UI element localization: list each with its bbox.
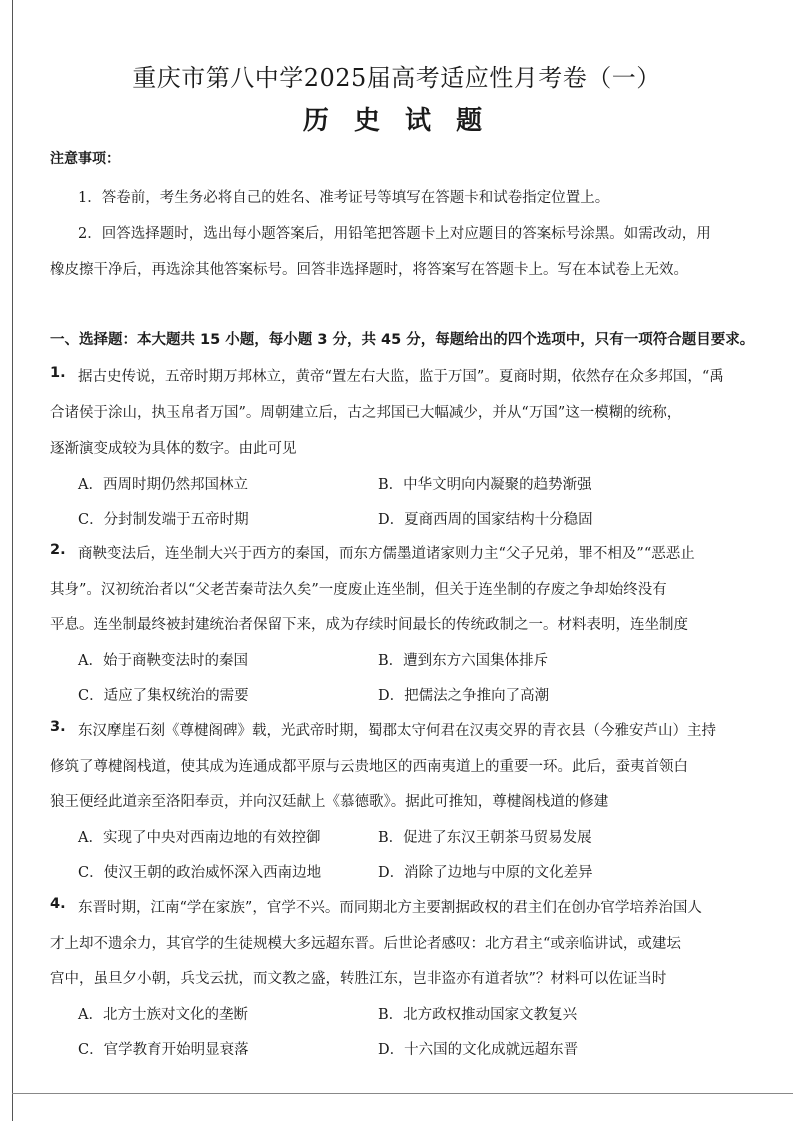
notice-line: 1．答卷前，考生务必将自己的姓名、准考证号等填写在答题卡和试卷指定位置上。 — [78, 190, 610, 206]
question-text-line: 才上却不遗余力，其官学的生徒规模大多远超东晋。后世论者感叹：北方君主“或亲临讲试，或建坛 — [50, 936, 681, 952]
notice-heading: 注意事项： — [50, 151, 120, 167]
question-number: 2. — [50, 542, 66, 558]
option-d: D．夏商西周的国家结构十分稳固 — [378, 512, 593, 528]
option-d: D．十六国的文化成就远超东晋 — [378, 1042, 579, 1058]
question-text-line: 东晋时期，江南“学在家族”，官学不兴。而同期北方主要割据政权的君主们在创办官学培养治国人 — [78, 900, 702, 916]
question-number: 4. — [50, 896, 66, 912]
question-text-line: 商鞅变法后，连坐制大兴于西方的秦国，而东方儒墨道诸家则力主“父子兄弟，罪不相及”“恶恶止 — [78, 546, 695, 562]
option-a: A．北方士族对文化的垄断 — [78, 1007, 248, 1023]
option-c: C．使汉王朝的政治威怀深入西南边地 — [78, 865, 322, 881]
option-d: D．消除了边地与中原的文化差异 — [378, 865, 593, 881]
option-c: C．官学教育开始明显衰落 — [78, 1042, 249, 1058]
option-b: B．中华文明向内凝聚的趋势渐强 — [378, 477, 592, 493]
question-text-line: 据古史传说，五帝时期万邦林立，黄帝“置左右大监，监于万国”。夏商时期，依然存在众多邦国，“禹 — [78, 369, 724, 385]
option-a: A．始于商鞅变法时的秦国 — [78, 653, 248, 669]
option-b: B．遭到东方六国集体排斥 — [378, 653, 549, 669]
question-text-line: 宫中，虽旦夕小朝，兵戈云扰，而文教之盛，转胜江东，岂非盗亦有道者欤”？材料可以佐证当时 — [50, 971, 667, 987]
question-text-line: 逐渐演变成较为具体的数字。由此可见 — [50, 441, 297, 457]
question-text-line: 东汉摩崖石刻《尊楗阁碑》载，光武帝时期，蜀郡太守何君在汉夷交界的青衣县（今雅安芦山）主持 — [78, 723, 716, 739]
option-a: A．西周时期仍然邦国林立 — [78, 477, 248, 493]
notice-line: 2．回答选择题时，选出每小题答案后，用铅笔把答题卡上对应题目的答案标号涂黑。如需改动，用 — [78, 226, 711, 242]
question-text-line: 平息。连坐制最终被封建统治者保留下来，成为存续时间最长的传统政制之一。材料表明，连坐制度 — [50, 617, 688, 633]
exam-subtitle: 历 史 试 题 — [302, 106, 491, 136]
question-text-line: 合诸侯于涂山，执玉帛者万国”。周朝建立后，古之邦国已大幅减少，并从“万国”这一模糊的统称， — [50, 405, 682, 421]
question-number: 1. — [50, 365, 66, 381]
notice-line: 橡皮擦干净后，再选涂其他答案标号。回答非选择题时，将答案写在答题卡上。写在本试卷上无效。 — [50, 262, 688, 278]
option-c: C．适应了集权统治的需要 — [78, 688, 249, 704]
option-a: A．实现了中央对西南边地的有效控御 — [78, 830, 321, 846]
question-text-line: 其身”。汉初统治者以“父老苦秦苛法久矣”一度废止连坐制，但关于连坐制的存废之争却始终没有 — [50, 582, 667, 598]
option-b: B．促进了东汉王朝茶马贸易发展 — [378, 830, 592, 846]
question-number: 3. — [50, 719, 66, 735]
option-d: D．把儒法之争推向了高潮 — [378, 688, 550, 704]
page-left-border — [12, 0, 13, 1121]
page-bottom-border — [12, 1093, 793, 1094]
option-b: B．北方政权推动国家文教复兴 — [378, 1007, 578, 1023]
question-text-line: 修筑了尊楗阁栈道，使其成为连通成都平原与云贵地区的西南夷道上的重要一环。此后，蚕夷首领白 — [50, 759, 688, 775]
question-text-line: 狼王便经此道亲至洛阳奉贡，并向汉廷献上《慕德歌》。据此可推知，尊楗阁栈道的修建 — [50, 794, 609, 810]
option-c: C．分封制发端于五帝时期 — [78, 512, 249, 528]
exam-title: 重庆市第八中学2025届高考适应性月考卷（一） — [132, 64, 661, 92]
section-heading: 一、选择题：本大题共 15 小题，每小题 3 分，共 45 分，每题给出的四个选项中，只有一项符合题目要求。 — [50, 332, 755, 348]
